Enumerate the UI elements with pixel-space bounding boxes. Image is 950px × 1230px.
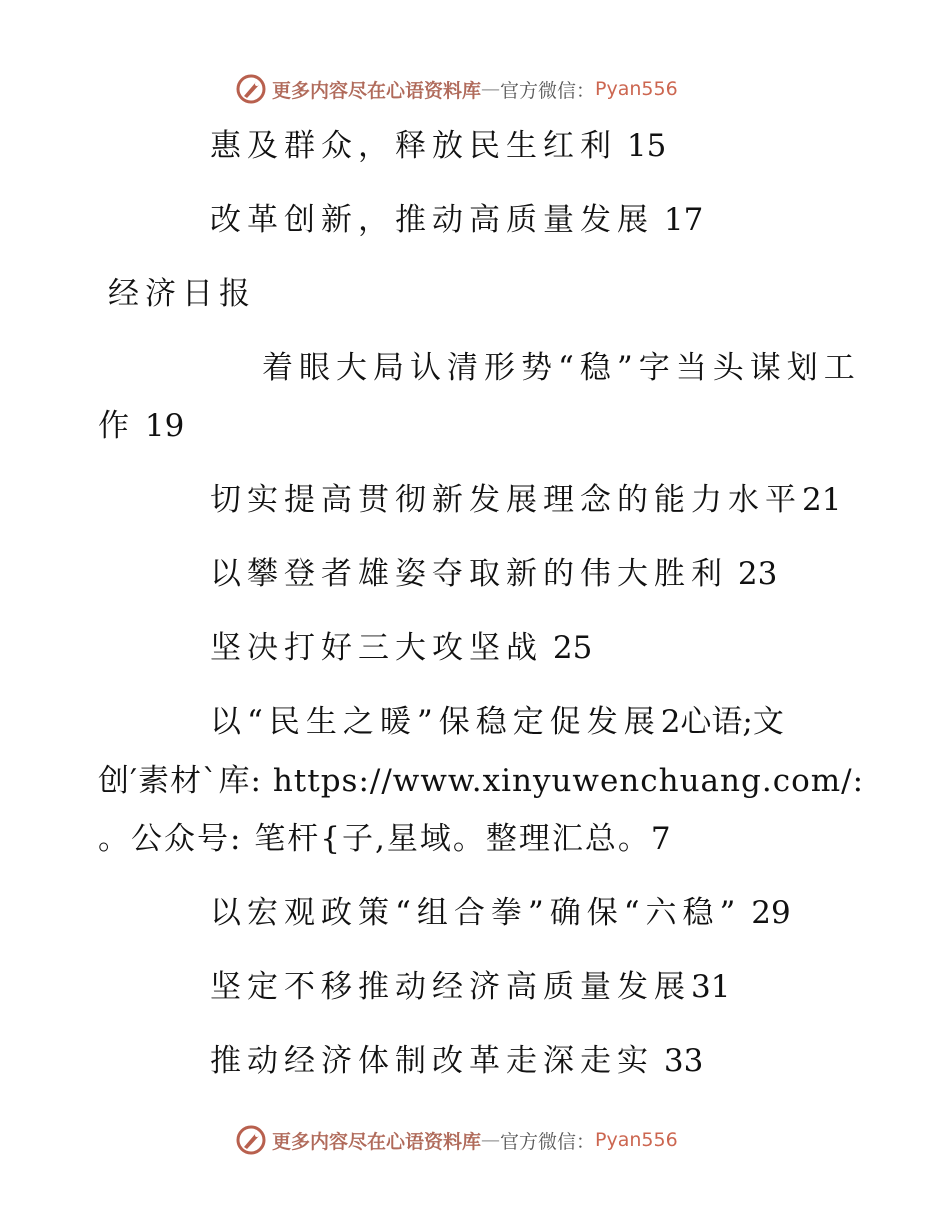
- toc-entry-title: 惠及群众，释放民生红利: [210, 128, 617, 164]
- toc-entry-page: 29: [741, 895, 791, 931]
- toc-entry-page: 25: [543, 630, 593, 666]
- toc-entry-title: 以宏观政策“组合拳”确保“六稳”: [210, 895, 742, 931]
- watermark-text-line: [98, 821, 671, 857]
- toc-entry-page: 15: [617, 128, 667, 164]
- watermark-account-text: 。公众号: 笔杆{子,星域。整理汇总。: [98, 821, 651, 857]
- watermark-text-line: [98, 763, 864, 799]
- toc-entry: [262, 350, 861, 386]
- toc-entry-title: 改革创新，推动高质量发展: [210, 202, 654, 238]
- toc-entry-title: 坚决打好三大攻坚战: [210, 630, 543, 666]
- toc-entry: [210, 482, 841, 518]
- toc-entry-page: 19: [135, 408, 185, 444]
- banner-site-name: 更多内容尽在心语资料库: [272, 79, 482, 102]
- pen-logo-icon: [236, 74, 266, 104]
- banner-site-name: 更多内容尽在心语资料库: [272, 1130, 482, 1153]
- banner-wechat-id: Pyan556: [595, 78, 678, 100]
- toc-entry-page: 2心语;文: [660, 704, 784, 740]
- banner-official-label: 官方微信：: [500, 1130, 596, 1153]
- watermark-url-text: 创′素材ˋ库: https://www.xinyuwenchuang.com/:: [98, 763, 865, 799]
- pen-logo-icon: [236, 1125, 266, 1155]
- toc-entry: [210, 202, 703, 238]
- banner-dash: —: [481, 1129, 501, 1151]
- toc-entry-title: 作: [98, 408, 135, 444]
- toc-entry-continuation: [98, 408, 184, 444]
- section-title: 经济日报: [108, 276, 256, 312]
- header-watermark-banner: [236, 72, 678, 106]
- toc-entry: [210, 704, 784, 740]
- banner-official-label: 官方微信：: [500, 79, 596, 102]
- toc-entry: [210, 556, 777, 592]
- toc-entry-page: 7: [650, 821, 671, 857]
- toc-entry-title: 切实提高贯彻新发展理念的能力水平: [210, 482, 802, 518]
- toc-entry: [210, 895, 791, 931]
- toc-entry: [210, 128, 666, 164]
- toc-entry-title: 以攀登者雄姿夺取新的伟大胜利: [210, 556, 728, 592]
- toc-entry: [210, 969, 730, 1005]
- toc-entry-title: 着眼大局认清形势“稳”字当头谋划工: [262, 350, 861, 386]
- toc-entry-page: 31: [691, 969, 731, 1005]
- toc-entry-page: 33: [654, 1043, 704, 1079]
- banner-wechat-id: Pyan556: [595, 1129, 678, 1151]
- footer-watermark-banner: [236, 1123, 678, 1157]
- toc-entry-page: 21: [802, 482, 842, 518]
- toc-entry-title: 推动经济体制改革走深走实: [210, 1043, 654, 1079]
- banner-dash: —: [481, 78, 501, 100]
- toc-entry-title: 以“民生之暖”保稳定促发展: [210, 704, 661, 740]
- toc-section-heading: [108, 276, 256, 312]
- toc-entry: [210, 1043, 703, 1079]
- toc-entry-title: 坚定不移推动经济高质量发展: [210, 969, 691, 1005]
- toc-entry-page: 23: [728, 556, 778, 592]
- toc-entry-page: 17: [654, 202, 704, 238]
- toc-entry: [210, 630, 592, 666]
